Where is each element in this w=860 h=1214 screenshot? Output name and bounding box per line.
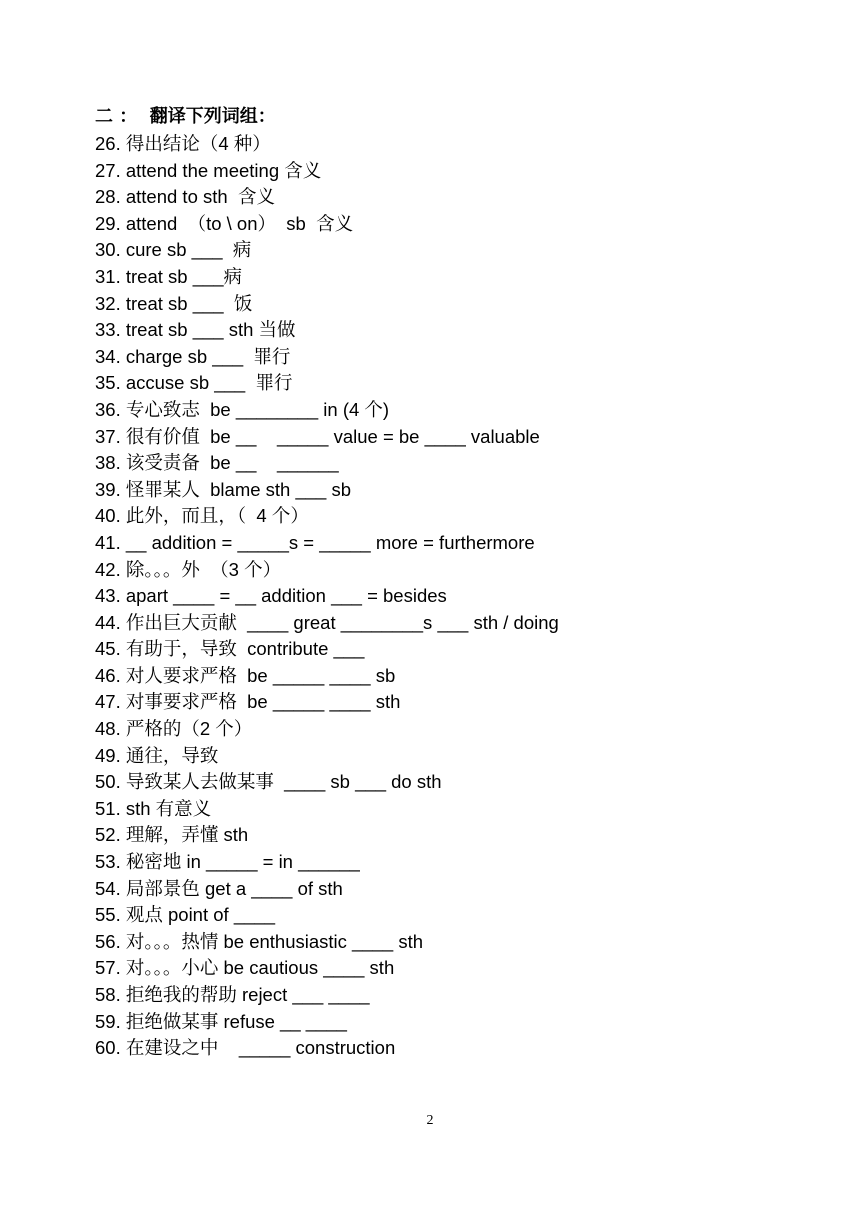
list-item: 34. charge sb ___ 罪行 xyxy=(95,345,291,367)
list-item: 26. 得出结论（4 种） xyxy=(95,133,271,154)
list-item: 56. 对。。。热情 be enthusiastic ____ sth xyxy=(95,930,424,952)
list-item: 55. 观点 point of ____ xyxy=(95,904,275,926)
list-item: 54. 局部景色 get a ____ of sth xyxy=(95,877,343,899)
list-item: 53. 秘密地 in _____ = in ______ xyxy=(95,851,360,873)
list-item: 32. treat sb ___ 饭 xyxy=(95,292,253,314)
list-item: 52. 理解，弄懂 sth xyxy=(95,824,249,846)
section-heading: 二 ： 翻译下列词组： xyxy=(95,106,276,127)
list-item: 58. 拒绝我的帮助 reject ___ ____ xyxy=(95,984,370,1005)
page-number: 2 xyxy=(426,1113,434,1128)
list-item: 30. cure sb ___ 病 xyxy=(95,239,252,261)
list-item: 44. 作出巨大贡献 ____ great ________s ___ sth / doing xyxy=(95,611,559,633)
list-item: 29. attend （to \ on） sb 含义 xyxy=(95,212,354,234)
list-item: 38. 该受责备 be __ ______ xyxy=(95,452,339,474)
list-item: 49. 通往，导致 xyxy=(95,744,219,766)
list-item: 35. accuse sb ___ 罪行 xyxy=(95,372,293,394)
list-item: 48. 严格的（2 个） xyxy=(95,718,253,740)
list-item: 27. attend the meeting 含义 xyxy=(95,159,322,181)
list-item: 59. 拒绝做某事 refuse __ ____ xyxy=(95,1010,347,1032)
list-item: 51. sth 有意义 xyxy=(95,797,212,819)
list-item: 31. treat sb ___病 xyxy=(95,265,243,287)
list-item: 47. 对事要求严格 be _____ ____ sth xyxy=(95,691,401,713)
list-item: 42. 除。。。外 （3 个） xyxy=(95,558,282,580)
list-item: 36. 专心致志 be ________ in (4 个) xyxy=(95,398,390,420)
list-item: 43. apart ____ = __ addition ___ = besides xyxy=(95,585,447,607)
list-item: 40. 此外，而且，（ 4 个） xyxy=(95,505,309,527)
list-item: 39. 怪罪某人 blame sth ___ sb xyxy=(95,478,352,500)
list-item: 37. 很有价值 be __ _____ value = be ____ valuable xyxy=(95,425,540,447)
list-item: 46. 对人要求严格 be _____ ____ sb xyxy=(95,664,396,686)
list-item: 28. attend to sth 含义 xyxy=(95,186,275,208)
list-item: 60. 在建设之中 _____ construction xyxy=(95,1037,396,1059)
list-item: 41. __ addition = _____s = _____ more = furthermore xyxy=(95,531,535,553)
list-item: 33. treat sb ___ sth 当做 xyxy=(95,319,296,341)
list-item: 50. 导致某人去做某事 ____ sb ___ do sth xyxy=(95,771,442,793)
phrase-list xyxy=(95,131,559,1062)
list-item: 45. 有助于，导致 contribute ___ xyxy=(95,638,365,660)
list-item: 57. 对。。。小心 be cautious ____ sth xyxy=(95,957,395,979)
